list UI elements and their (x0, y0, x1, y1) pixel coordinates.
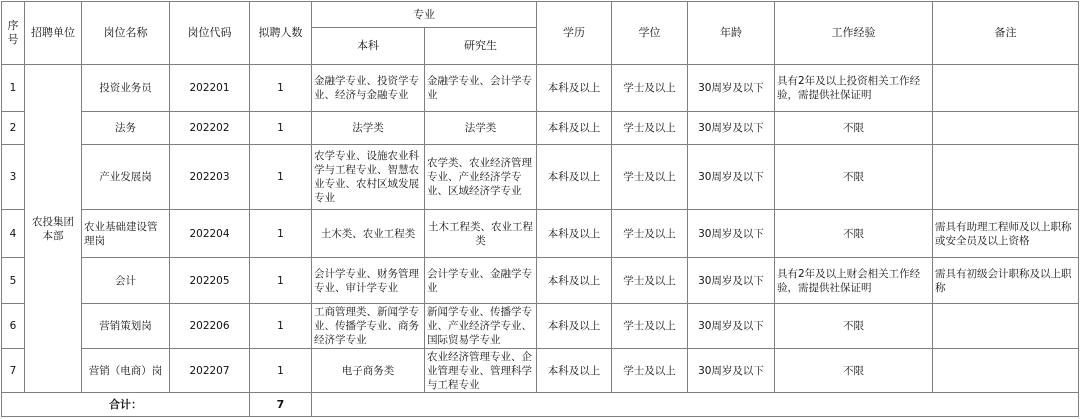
header-post-name: 岗位名称 (82, 2, 170, 65)
cell-degree: 学士及以上 (612, 349, 688, 393)
cell-age: 30周岁及以下 (688, 145, 775, 210)
cell-undergrad: 土木类、农业工程类 (312, 210, 425, 258)
cell-education: 本科及以上 (537, 145, 612, 210)
cell-count: 1 (250, 210, 312, 258)
cell-post-code: 202201 (170, 65, 250, 112)
cell-graduate: 会计学专业、金融学专业 (425, 258, 537, 304)
cell-undergrad: 法学类 (312, 112, 425, 145)
cell-graduate: 农业经济管理专业、企业管理专业、管理科学与工程专业 (425, 349, 537, 393)
cell-seq: 4 (2, 210, 25, 258)
cell-seq: 2 (2, 112, 25, 145)
table-row (2, 258, 1079, 304)
cell-post-code: 202202 (170, 112, 250, 145)
header-row-1 (2, 2, 1079, 28)
cell-post-code: 202205 (170, 258, 250, 304)
cell-education: 本科及以上 (537, 210, 612, 258)
cell-education: 本科及以上 (537, 349, 612, 393)
cell-post-name: 产业发展岗 (82, 145, 170, 210)
cell-seq: 1 (2, 65, 25, 112)
cell-experience: 不限 (775, 145, 933, 210)
cell-degree: 学士及以上 (612, 258, 688, 304)
cell-remarks (933, 65, 1079, 112)
cell-education: 本科及以上 (537, 65, 612, 112)
cell-post-code: 202203 (170, 145, 250, 210)
table-row (2, 112, 1079, 145)
cell-age: 30周岁及以下 (688, 304, 775, 349)
cell-count: 1 (250, 258, 312, 304)
cell-post-name: 法务 (82, 112, 170, 145)
header-graduate: 研究生 (425, 28, 537, 65)
header-degree: 学位 (612, 2, 688, 65)
cell-post-name: 农业基础建设管理岗 (82, 210, 170, 258)
cell-degree: 学士及以上 (612, 210, 688, 258)
header-seq: 序号 (2, 2, 25, 65)
cell-count: 1 (250, 349, 312, 393)
cell-graduate: 新闻学专业、传播学专业、产业经济学专业、国际贸易学专业 (425, 304, 537, 349)
total-value: 7 (250, 393, 312, 417)
cell-unit: 农投集团本部 (25, 65, 82, 393)
header-post-code: 岗位代码 (170, 2, 250, 65)
cell-age: 30周岁及以下 (688, 349, 775, 393)
cell-degree: 学士及以上 (612, 65, 688, 112)
cell-count: 1 (250, 304, 312, 349)
cell-remarks (933, 145, 1079, 210)
cell-undergrad: 电子商务类 (312, 349, 425, 393)
cell-graduate: 法学类 (425, 112, 537, 145)
cell-experience: 不限 (775, 304, 933, 349)
cell-undergrad: 金融学专业、投资学专业、经济与金融专业 (312, 65, 425, 112)
cell-post-code: 202206 (170, 304, 250, 349)
cell-undergrad: 农学专业、设施农业科学与工程专业、智慧农业专业、农村区域发展专业 (312, 145, 425, 210)
table-row (2, 145, 1079, 210)
header-age: 年龄 (688, 2, 775, 65)
cell-experience: 不限 (775, 349, 933, 393)
header-unit: 招聘单位 (25, 2, 82, 65)
cell-graduate: 金融学专业、会计学专业 (425, 65, 537, 112)
cell-seq: 3 (2, 145, 25, 210)
cell-age: 30周岁及以下 (688, 112, 775, 145)
header-education: 学历 (537, 2, 612, 65)
cell-seq: 5 (2, 258, 25, 304)
cell-education: 本科及以上 (537, 112, 612, 145)
cell-remarks (933, 304, 1079, 349)
cell-graduate: 农学类、农业经济管理专业、产业经济学专业、区域经济学专业 (425, 145, 537, 210)
cell-age: 30周岁及以下 (688, 65, 775, 112)
cell-experience: 具有2年及以上财会相关工作经验，需提供社保证明 (775, 258, 933, 304)
cell-post-name: 会计 (82, 258, 170, 304)
cell-count: 1 (250, 112, 312, 145)
cell-undergrad: 会计学专业、财务管理专业、审计学专业 (312, 258, 425, 304)
cell-seq: 7 (2, 349, 25, 393)
cell-degree: 学士及以上 (612, 112, 688, 145)
cell-post-code: 202204 (170, 210, 250, 258)
cell-experience: 具有2年及以上投资相关工作经验，需提供社保证明 (775, 65, 933, 112)
table-row (2, 349, 1079, 393)
cell-post-code: 202207 (170, 349, 250, 393)
cell-post-name: 营销策划岗 (82, 304, 170, 349)
cell-education: 本科及以上 (537, 258, 612, 304)
header-experience: 工作经验 (775, 2, 933, 65)
cell-degree: 学士及以上 (612, 304, 688, 349)
header-count: 拟聘人数 (250, 2, 312, 65)
total-filler (312, 393, 1079, 417)
cell-age: 30周岁及以下 (688, 258, 775, 304)
cell-remarks: 需具有助理工程师及以上职称或安全员及以上资格 (933, 210, 1079, 258)
cell-count: 1 (250, 145, 312, 210)
table-row (2, 304, 1079, 349)
table-row (2, 210, 1079, 258)
cell-graduate: 土木工程类、农业工程类 (425, 210, 537, 258)
cell-remarks (933, 112, 1079, 145)
cell-education: 本科及以上 (537, 304, 612, 349)
cell-post-name: 营销（电商）岗 (82, 349, 170, 393)
total-row (2, 393, 1079, 417)
cell-age: 30周岁及以下 (688, 210, 775, 258)
header-major: 专业 (312, 2, 537, 28)
cell-undergrad: 工商管理类、新闻学专业、传播学专业、商务经济学专业 (312, 304, 425, 349)
header-undergrad: 本科 (312, 28, 425, 65)
cell-remarks: 需具有初级会计职称及以上职称 (933, 258, 1079, 304)
recruitment-table (1, 1, 1079, 417)
cell-experience: 不限 (775, 210, 933, 258)
cell-experience: 不限 (775, 112, 933, 145)
header-remarks: 备注 (933, 2, 1079, 65)
cell-count: 1 (250, 65, 312, 112)
total-label: 合计： (2, 393, 250, 417)
cell-degree: 学士及以上 (612, 145, 688, 210)
cell-remarks (933, 349, 1079, 393)
cell-seq: 6 (2, 304, 25, 349)
table-row (2, 65, 1079, 112)
cell-post-name: 投资业务员 (82, 65, 170, 112)
